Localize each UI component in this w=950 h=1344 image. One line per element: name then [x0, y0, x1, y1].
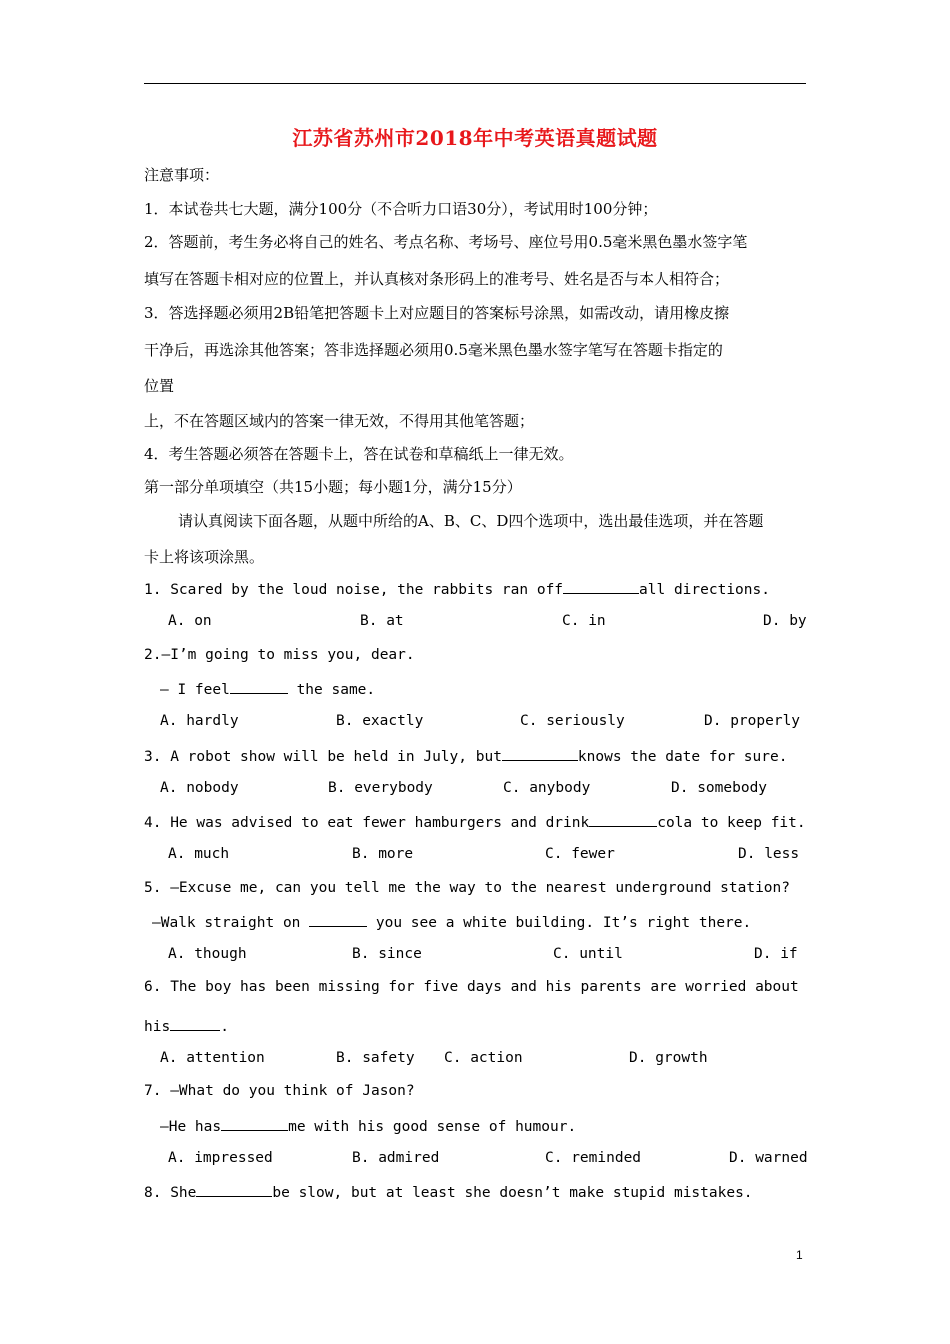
instruction-line-2: 卡上将该项涂黑。 — [144, 548, 265, 566]
q6-option-a: A. attention — [160, 1050, 265, 1066]
q3-option-d: D. somebody — [671, 780, 768, 796]
q6-option-c: C. action — [444, 1050, 523, 1066]
q2-option-c: C. seriously — [520, 713, 625, 729]
q3-option-b: B. everybody — [328, 780, 433, 796]
notice-item-3-line-3: 位置 — [144, 377, 175, 395]
q2-option-a: A. hardly — [160, 713, 239, 729]
q2-option-d: D. properly — [704, 713, 801, 729]
answer-blank — [589, 813, 657, 827]
q1-option-a: A. on — [168, 613, 212, 629]
q7-option-a: A. impressed — [168, 1150, 273, 1166]
q2-option-b: B. exactly — [336, 713, 424, 729]
question-6-line-1: 6. The boy has been missing for five days and his parents are worried about — [144, 979, 799, 995]
q1-option-c: C. in — [562, 613, 606, 629]
question-2-line-2: — I feel the same. — [160, 682, 376, 698]
q5-option-a: A. though — [168, 946, 247, 962]
answer-blank — [196, 1183, 272, 1197]
q7-option-c: C. reminded — [545, 1150, 642, 1166]
notice-item-3-line-4: 上，不在答题区域内的答案一律无效，不得用其他笔答题； — [144, 412, 535, 430]
notice-item-1: 1．本试卷共七大题，满分100分（不合听力口语30分），考试用时100分钟； — [144, 200, 658, 218]
notice-heading: 注意事项： — [144, 166, 220, 184]
header-rule — [144, 83, 806, 84]
answer-blank — [221, 1117, 288, 1131]
notice-item-3-line-2: 干净后，再选涂其他答案；答非选择题必须用0.5毫米黑色墨水签字笔写在答题卡指定的 — [144, 341, 723, 359]
page-title: 江苏省苏州市2018年中考英语真题试题 — [292, 126, 658, 150]
question-7-line-2: —He has me with his good sense of humour. — [160, 1119, 577, 1135]
q3-option-c: C. anybody — [503, 780, 591, 796]
answer-blank — [563, 580, 639, 594]
q5-option-b: B. since — [352, 946, 422, 962]
question-6-line-2: his . — [144, 1019, 229, 1035]
answer-blank — [502, 747, 578, 761]
q4-option-a: A. much — [168, 846, 230, 862]
question-5-line-1: 5. —Excuse me, can you tell me the way to the nearest underground station? — [144, 880, 791, 896]
q4-option-d: D. less — [738, 846, 800, 862]
notice-item-4: 4．考生答题必须答在答题卡上，答在试卷和草稿纸上一律无效。 — [144, 445, 574, 463]
question-4: 4. He was advised to eat fewer hamburgers and drink cola to keep fit. — [144, 815, 806, 831]
q4-option-c: C. fewer — [545, 846, 615, 862]
answer-blank — [170, 1017, 220, 1031]
section-heading: 第一部分单项填空（共15小题；每小题1分，满分15分） — [144, 478, 522, 496]
q1-option-d: D. by — [763, 613, 807, 629]
notice-item-2-line-1: 2．答题前，考生务必将自己的姓名、考点名称、考场号、座位号用0.5毫米黑色墨水签字笔 — [144, 233, 748, 251]
question-3: 3. A robot show will be held in July, but knows the date for sure. — [144, 749, 788, 765]
q3-option-a: A. nobody — [160, 780, 239, 796]
instruction-line-1: 请认真阅读下面各题，从题中所给的A、B、C、D四个选项中，选出最佳选项，并在答题 — [178, 512, 764, 530]
answer-blank — [309, 913, 367, 927]
question-1: 1. Scared by the loud noise, the rabbits ran off all directions. — [144, 582, 770, 598]
question-5-line-2: —Walk straight on you see a white building. It’s right there. — [152, 915, 752, 931]
q7-option-b: B. admired — [352, 1150, 440, 1166]
question-7-line-1: 7. —What do you think of Jason? — [144, 1083, 415, 1099]
page-number: 1 — [796, 1248, 803, 1262]
q6-option-b: B. safety — [336, 1050, 415, 1066]
q6-option-d: D. growth — [629, 1050, 708, 1066]
q7-option-d: D. warned — [729, 1150, 808, 1166]
notice-item-2-line-2: 填写在答题卡相对应的位置上，并认真核对条形码上的准考号、姓名是否与本人相符合； — [144, 270, 730, 288]
question-2-line-1: 2.—I’m going to miss you, dear. — [144, 647, 415, 663]
q1-option-b: B. at — [360, 613, 404, 629]
q5-option-d: D. if — [754, 946, 798, 962]
q4-option-b: B. more — [352, 846, 414, 862]
question-8: 8. She be slow, but at least she doesn’t make stupid mistakes. — [144, 1185, 753, 1201]
answer-blank — [230, 680, 288, 694]
q5-option-c: C. until — [553, 946, 623, 962]
notice-item-3-line-1: 3．答选择题必须用2B铅笔把答题卡上对应题目的答案标号涂黑，如需改动，请用橡皮擦 — [144, 304, 730, 322]
